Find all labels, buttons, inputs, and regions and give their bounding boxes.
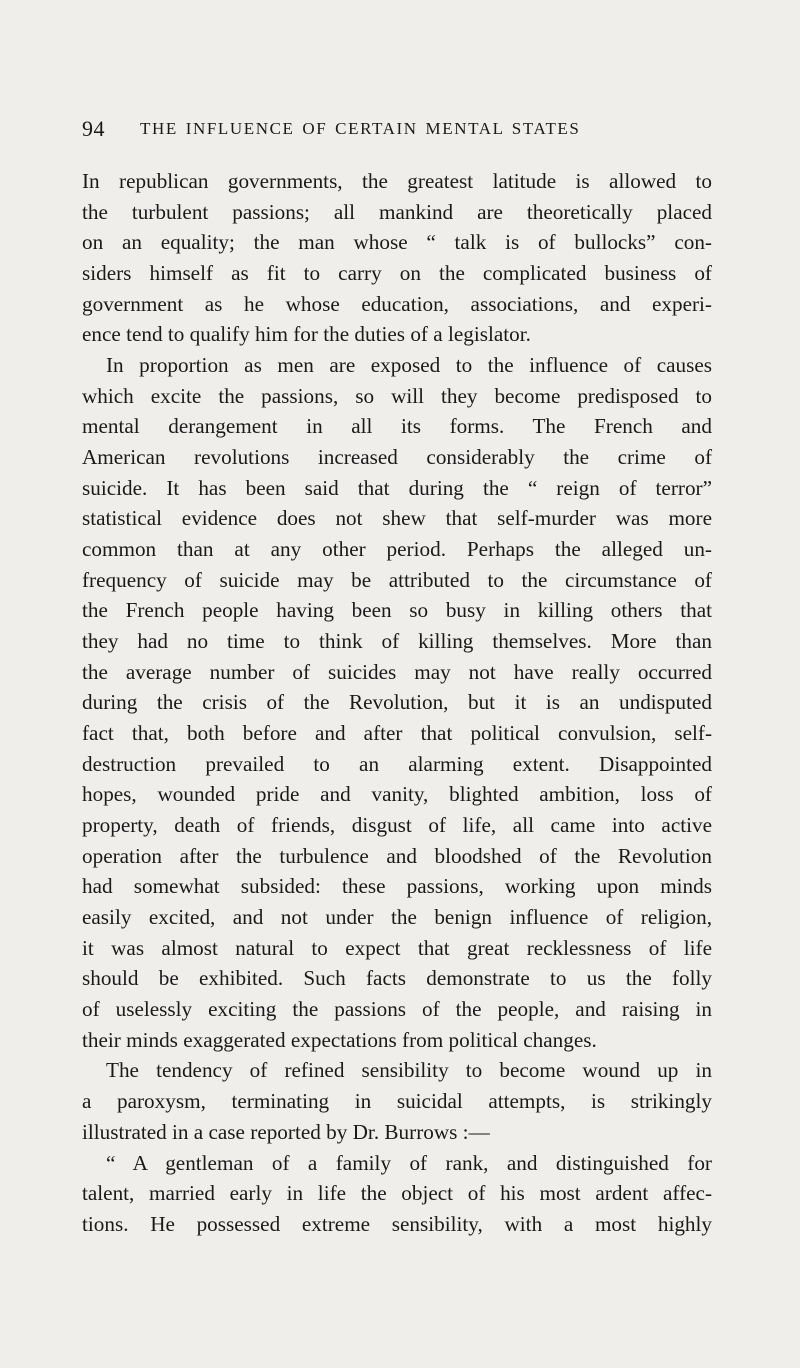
text-line: suicide. It has been said that during the “ reign of terror” (82, 475, 712, 500)
text-line: government as he whose education, associations, and experi- (82, 291, 712, 316)
body-text (82, 166, 712, 1240)
text-line: destruction prevailed to an alarming extent. Disappointed (82, 751, 712, 776)
text-line: talent, married early in life the object of his most ardent affec- (82, 1181, 712, 1206)
text-line: frequency of suicide may be attributed to the circumstance of (82, 567, 712, 592)
text-line: siders himself as fit to carry on the complicated business of (82, 261, 712, 286)
text-line: illustrated in a case reported by Dr. Burrows :— (82, 1119, 490, 1144)
text-line: operation after the turbulence and bloodshed of the Revolution (82, 843, 712, 868)
text-line: their minds exaggerated expectations from political changes. (82, 1027, 597, 1052)
text-line: In proportion as men are exposed to the influence of causes (106, 353, 712, 378)
text-line: American revolutions increased considerably the crime of (82, 445, 712, 470)
text-line: “ A gentleman of a family of rank, and distinguished for (106, 1150, 712, 1175)
text-line: In republican governments, the greatest latitude is allowed to (82, 169, 712, 193)
text-line: hopes, wounded pride and vanity, blighted ambition, loss of (82, 782, 712, 807)
text-line: the French people having been so busy in killing others that (82, 598, 712, 623)
text-line: statistical evidence does not shew that self-murder was more (82, 506, 712, 531)
running-title: THE INFLUENCE OF CERTAIN MENTAL STATES (140, 119, 581, 138)
text-line: it was almost natural to expect that great recklessness of life (82, 935, 712, 960)
text-line: easily excited, and not under the benign influence of religion, (82, 905, 712, 930)
text-line: which excite the passions, so will they become predisposed to (82, 383, 712, 408)
text-line: the turbulent passions; all mankind are theoretically placed (82, 199, 712, 224)
text-line: ence tend to qualify him for the duties of a legislator. (82, 322, 531, 347)
text-line: property, death of friends, disgust of life, all came into active (82, 813, 712, 838)
text-line: common than at any other period. Perhaps the alleged un- (82, 537, 712, 562)
text-line: they had no time to think of killing themselves. More than (82, 629, 712, 654)
text-line: had somewhat subsided: these passions, working upon minds (82, 874, 712, 899)
text-line: The tendency of refined sensibility to become wound up in (106, 1058, 712, 1083)
text-line: should be exhibited. Such facts demonstrate to us the folly (82, 966, 712, 991)
page-number: 94 (82, 116, 105, 141)
text-line: the average number of suicides may not have really occurred (82, 659, 712, 684)
text-line: tions. He possessed extreme sensibility, with a most highly (82, 1211, 712, 1236)
text-line: mental derangement in all its forms. The French and (82, 414, 712, 439)
text-line: of uselessly exciting the passions of the people, and raising in (82, 997, 712, 1022)
text-line: fact that, both before and after that political convulsion, self- (82, 721, 712, 746)
running-head (82, 114, 730, 144)
text-line: a paroxysm, terminating in suicidal attempts, is strikingly (82, 1089, 712, 1114)
text-line: during the crisis of the Revolution, but it is an undisputed (82, 690, 712, 715)
text-line: on an equality; the man whose “ talk is of bullocks” con- (82, 230, 712, 255)
